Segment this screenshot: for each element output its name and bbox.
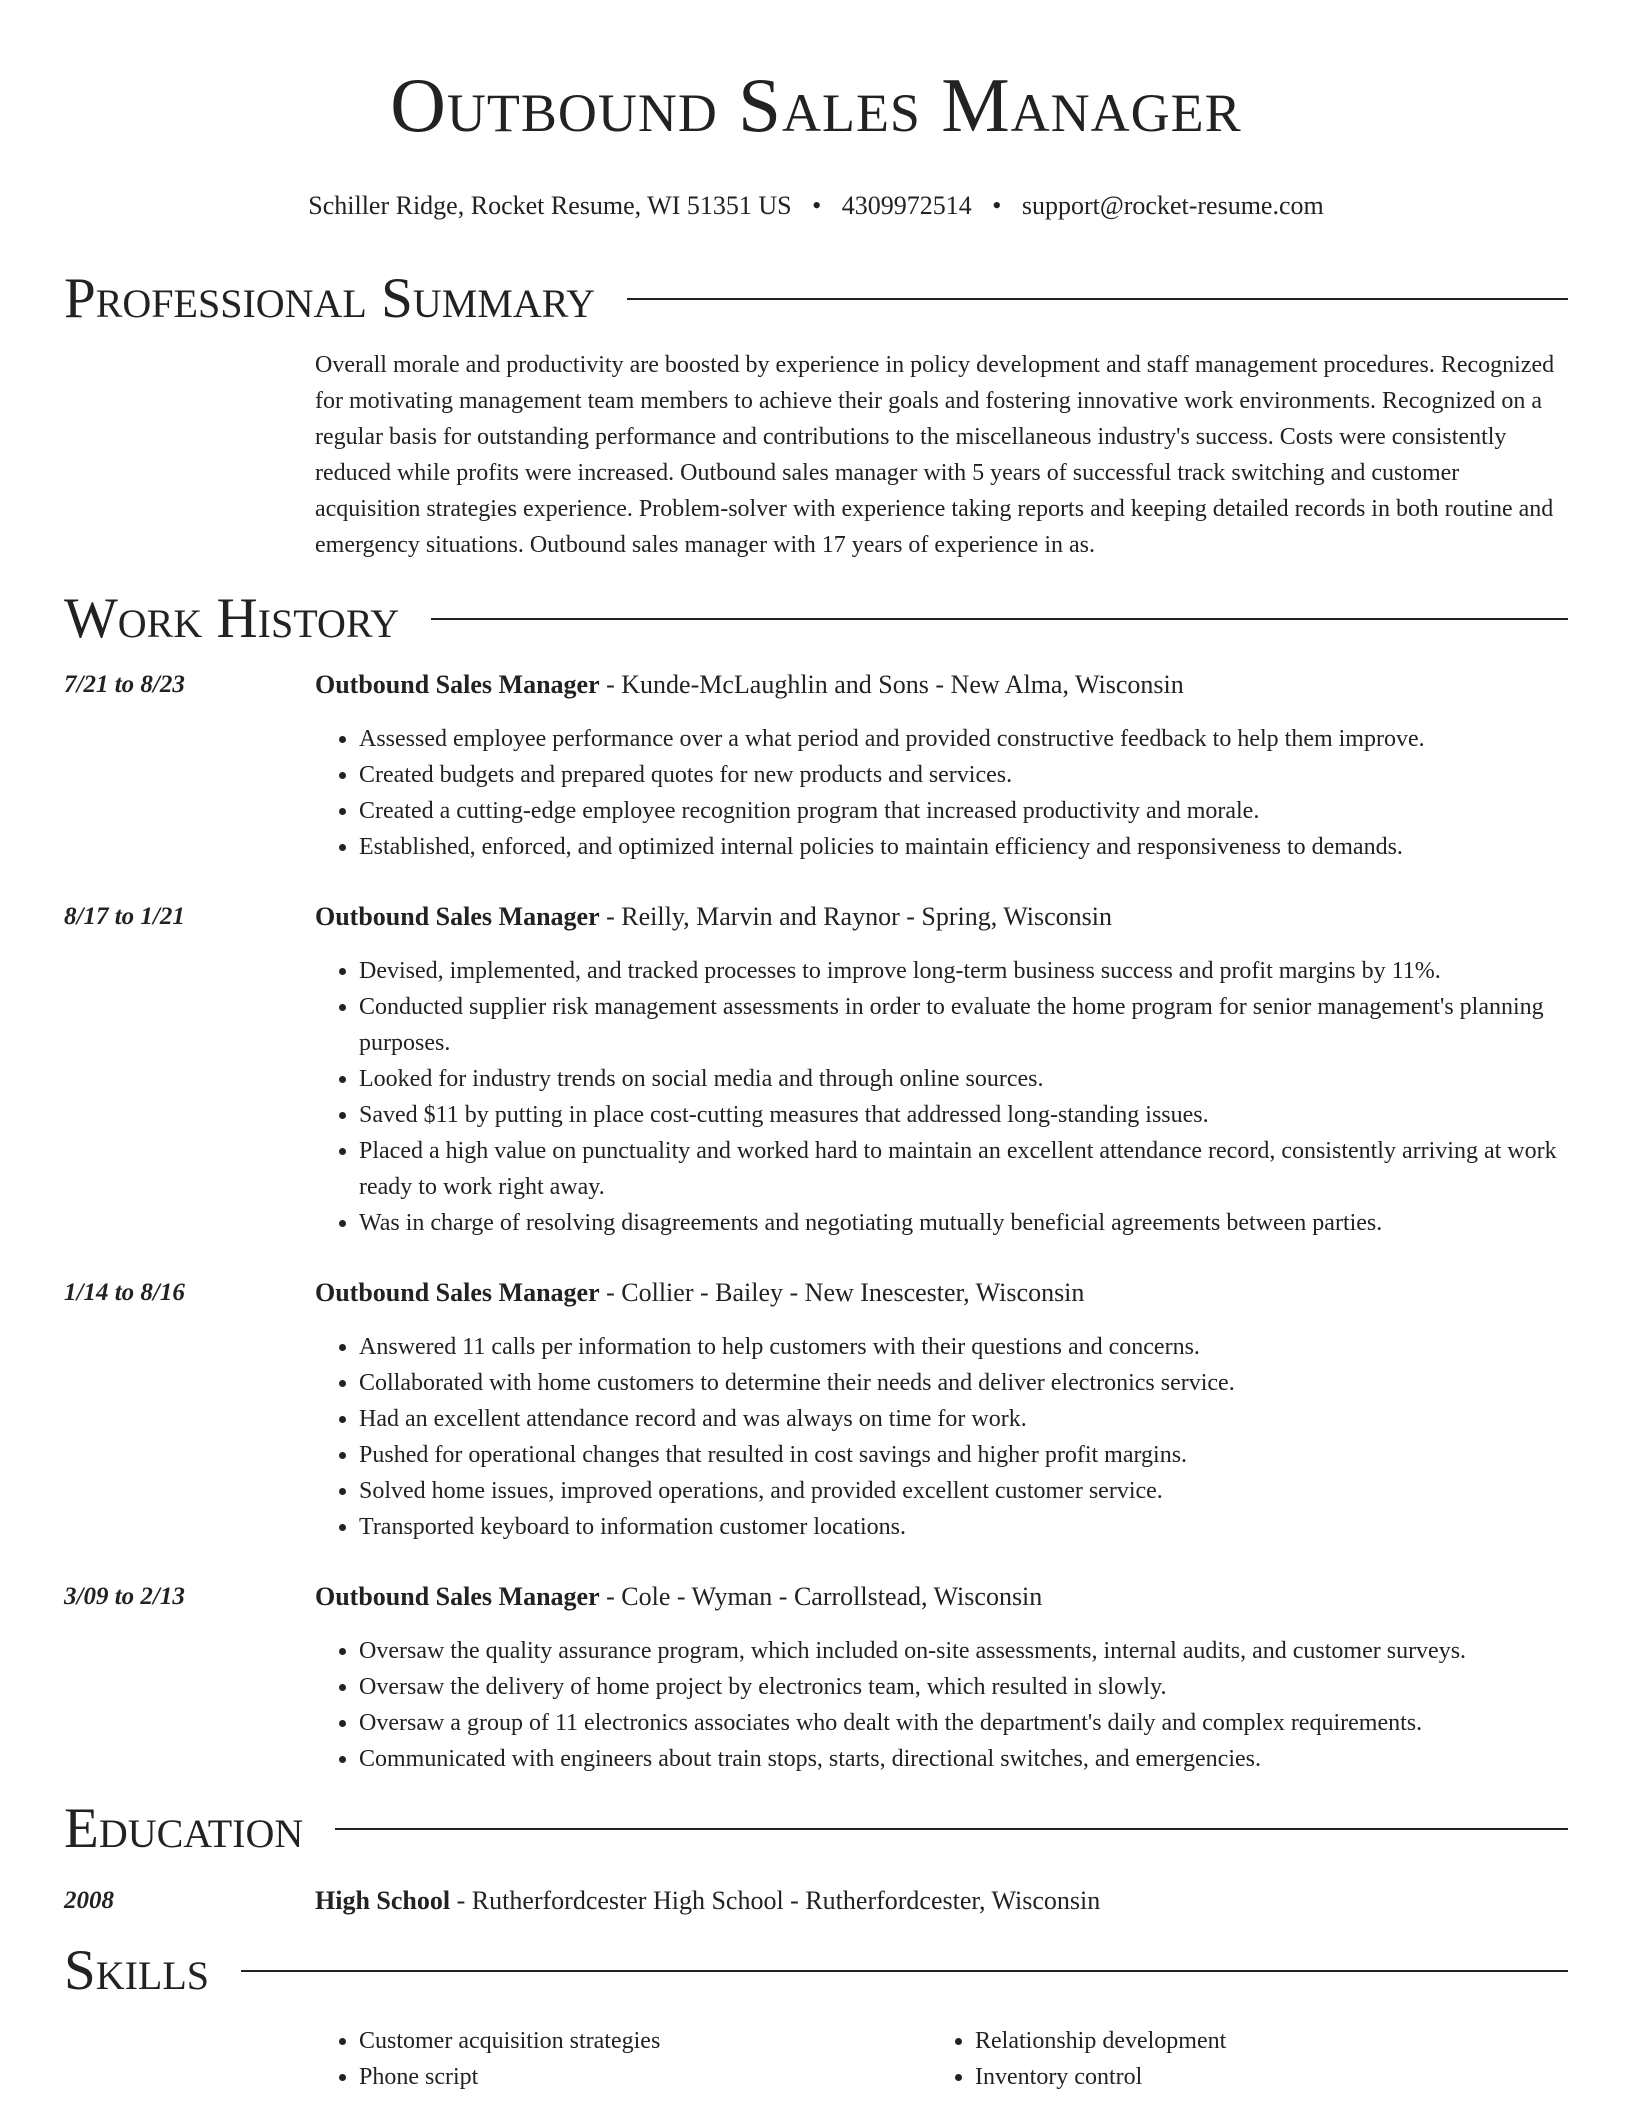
contact-line [64,190,1568,222]
job-employer: - Cole - Wyman - Carrollstead, Wisconsin [599,1582,1043,1611]
skill-item: • Relationship development [975,2023,1547,2059]
job-body [315,899,1568,1241]
job-bullet: • Conducted supplier risk management assessments in order to evaluate the home program for senior management's planning purposes. [359,989,1568,1061]
summary-section-header [64,267,1568,331]
job-bullets [315,721,1568,865]
education-degree: High School [315,1886,451,1915]
job-bullet: • Had an excellent attendance record and was always on time for work. [359,1401,1568,1437]
contact-separator: • [992,191,1002,220]
job-bullets [315,953,1568,1241]
job-dates: 1/14 to 8/16 [64,1279,185,1306]
job-title-line [315,1275,1568,1311]
contact-email: support@rocket-resume.com [1021,191,1324,220]
skill-item: • Inventory control [975,2059,1547,2095]
job-dates: 3/09 to 2/13 [64,1583,185,1610]
job-employer: - Kunde-McLaughlin and Sons - New Alma, Wisconsin [599,670,1184,699]
job-bullet: • Pushed for operational changes that resulted in cost savings and higher profit margins. [359,1437,1568,1473]
job-bullet: • Saved $11 by putting in place cost-cutting measures that addressed long-standing issues. [359,1097,1568,1133]
job-body [315,667,1568,865]
education-year: 2008 [64,1887,114,1914]
job-employer: - Reilly, Marvin and Raynor - Spring, Wisconsin [599,902,1113,931]
job-bullets [315,1633,1568,1777]
job-bullet: • Oversaw the delivery of home project by electronics team, which resulted in slowly. [359,1669,1568,1705]
section-divider [627,298,1568,300]
job-role: Outbound Sales Manager [315,1582,600,1611]
job-bullet: • Collaborated with home customers to determine their needs and deliver electronics service. [359,1365,1568,1401]
skills-column-right [931,2023,1547,2095]
job-bullet: • Solved home issues, improved operations, and provided excellent customer service. [359,1473,1568,1509]
job-bullet: • Established, enforced, and optimized internal policies to maintain efficiency and responsiveness to demands. [359,829,1568,865]
skill-item: • Customer acquisition strategies [359,2023,931,2059]
job-entry [64,667,1568,865]
skills-section-title: Skills [64,1939,210,2002]
job-role: Outbound Sales Manager [315,902,600,931]
job-bullet: • Communicated with engineers about train stops, starts, directional switches, and emergencies. [359,1741,1568,1777]
skills-column-left [315,2023,931,2095]
job-bullet: • Oversaw the quality assurance program, which included on-site assessments, internal audits, and customer surveys. [359,1633,1568,1669]
job-title-line [315,1579,1568,1615]
job-bullet: • Created a cutting-edge employee recognition program that increased productivity and morale. [359,793,1568,829]
job-bullet: • Placed a high value on punctuality and worked hard to maintain an excellent attendance record, consistently arriving at work ready to work right away. [359,1133,1568,1205]
job-bullet: • Transported keyboard to information customer locations. [359,1509,1568,1545]
summary-text: Overall morale and productivity are boosted by experience in policy development and staff management procedures. Recognized for motivating management team members to achieve their goals and fostering innovative work environments. Recognized on a regular basis for outstanding performance and contributions to the miscellaneous industry's success. Costs were consistently reduced while profits were increased. Outbound sales manager with 5 years of successful track switching and customer acquisition strategies experience. Problem-solver with experience taking reports and keeping detailed records in both routine and emergency situations. Outbound sales manager with 17 years of experience in as. [315,352,1555,558]
job-role: Outbound Sales Manager [315,1278,600,1307]
education-entry [64,1883,1568,1919]
job-bullet: • Looked for industry trends on social media and through online sources. [359,1061,1568,1097]
job-bullet: • Answered 11 calls per information to help customers with their questions and concerns. [359,1329,1568,1365]
contact-phone: 4309972514 [841,191,972,220]
job-bullet: • Oversaw a group of 11 electronics associates who dealt with the department's daily and complex requirements. [359,1705,1568,1741]
job-dates: 8/17 to 1/21 [64,903,185,930]
education-line [315,1883,1100,1919]
job-title-line [315,899,1568,935]
section-divider [431,618,1568,620]
section-divider [335,1828,1568,1830]
job-entry [64,1275,1568,1545]
contact-address: Schiller Ridge, Rocket Resume, WI 51351 US [308,191,792,220]
contact-separator: • [812,191,822,220]
job-bullet: • Was in charge of resolving disagreements and negotiating mutually beneficial agreements between parties. [359,1205,1568,1241]
skills-list [315,2023,1568,2095]
job-entry [64,1579,1568,1777]
section-divider [241,1970,1568,1972]
job-body [315,1579,1568,1777]
job-employer: - Collier - Bailey - New Inescester, Wisconsin [599,1278,1085,1307]
job-title-line [315,667,1568,703]
candidate-name: Outbound Sales Manager [390,62,1242,148]
summary-section-title: Professional Summary [64,267,596,330]
work-history-section-header [64,587,1568,651]
job-entry [64,899,1568,1241]
job-bullet: • Devised, implemented, and tracked processes to improve long-term business success and profit margins by 11%. [359,953,1568,989]
job-role: Outbound Sales Manager [315,670,600,699]
education-section-header [64,1797,1568,1861]
skills-section-header [64,1939,1568,2003]
job-bullet: • Created budgets and prepared quotes for new products and services. [359,757,1568,793]
job-bullets [315,1329,1568,1545]
work-history-section-title: Work History [64,587,400,650]
skill-item: • Phone script [359,2059,931,2095]
education-school: - Rutherfordcester High School - Rutherfordcester, Wisconsin [450,1886,1101,1915]
job-bullet: • Assessed employee performance over a what period and provided constructive feedback to help them improve. [359,721,1568,757]
education-section-title: Education [64,1797,304,1860]
job-body [315,1275,1568,1545]
job-dates: 7/21 to 8/23 [64,671,185,698]
